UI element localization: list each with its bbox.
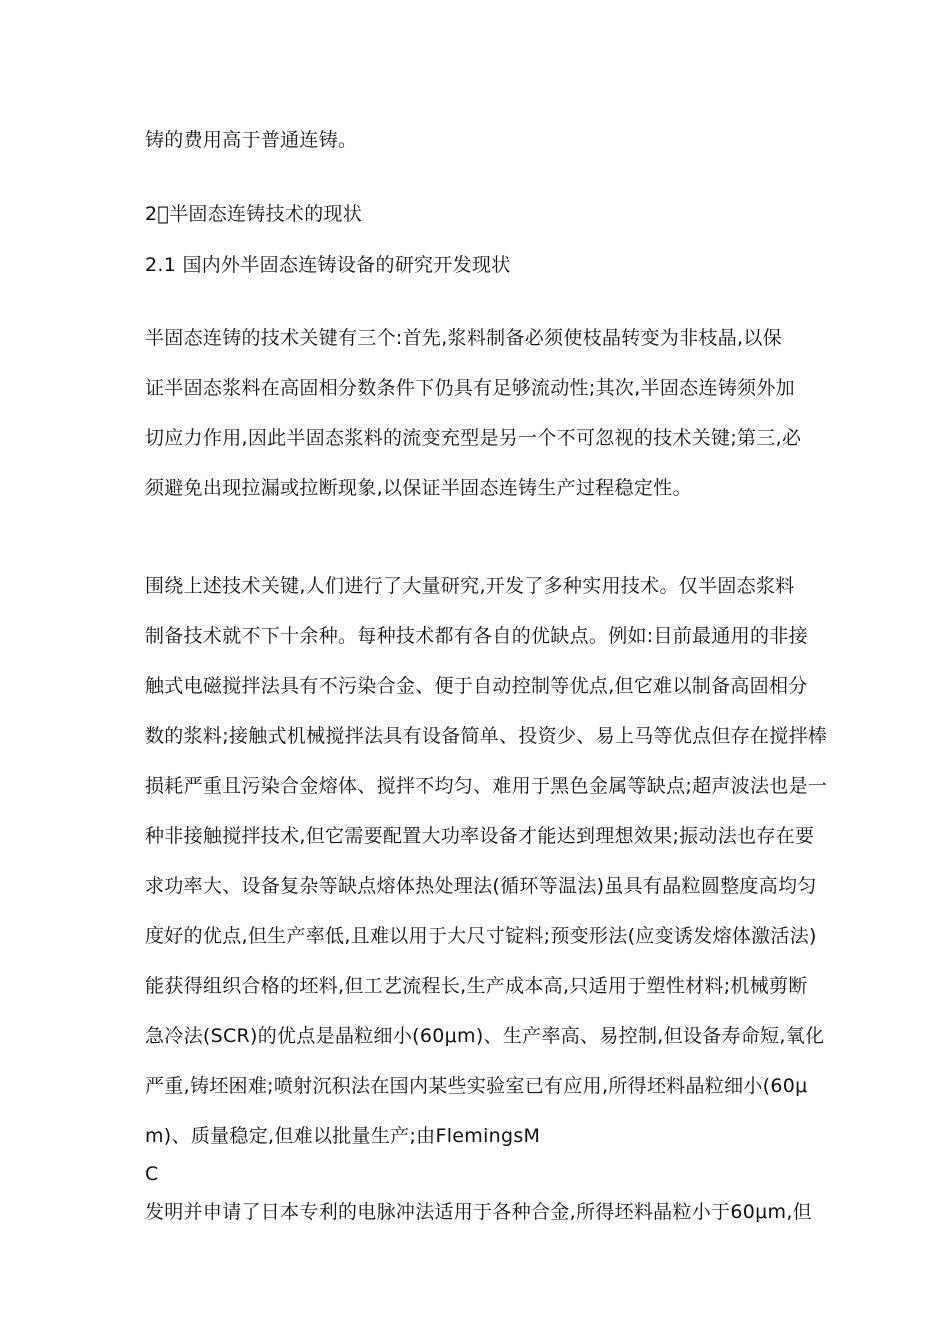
text-line-7: 须避免出现拉漏或拉断现象,以保证半固态连铸生产过程稳定性。 [145, 477, 692, 499]
text-line-14: 求功率大、设备复杂等缺点熔体热处理法(循环等温法)虽具有晶粒圆整度高均匀 [145, 875, 817, 897]
text-line-15: 度好的优点,但生产率低,且难以用于大尺寸锭料;预变形法(应变诱发熔体激活法) [145, 925, 817, 947]
text-line-18: 严重,铸坯困难;喷射沉积法在国内某些实验室已有应用,所得坯料晶粒细小(60μ [145, 1075, 808, 1097]
text-line-12: 损耗严重且污染合金熔体、搅拌不均匀、难用于黑色金属等缺点;超声波法也是一 [145, 775, 828, 797]
text-line-8: 围绕上述技术关键,人们进行了大量研究,开发了多种实用技术。仅半固态浆料 [145, 575, 795, 597]
text-line-19: m)、质量稳定,但难以批量生产;由FlemingsM [145, 1125, 541, 1147]
text-line-10: 触式电磁搅拌法具有不污染合金、便于自动控制等优点,但它难以制备高固相分 [145, 675, 808, 697]
text-line-9: 制备技术就不下十余种。每种技术都有各自的优缺点。例如:目前最通用的非接 [145, 625, 808, 647]
text-line-13: 种非接触搅拌技术,但它需要配置大功率设备才能达到理想效果;振动法也存在要 [145, 825, 815, 847]
section-heading-2: 2􀃊半固态连铸技术的现状 [145, 203, 363, 225]
text-line-4: 半固态连铸的技术关键有三个:首先,浆料制备必须使枝晶转变为非枝晶,以保 [145, 327, 782, 349]
text-line-11: 数的浆料;接触式机械搅拌法具有设备简单、投资少、易上马等优点但存在搅拌棒 [145, 725, 828, 747]
text-line-1: 铸的费用高于普通连铸。 [145, 129, 358, 151]
text-line-17: 急冷法(SCR)的优点是晶粒细小(60μm)、生产率高、易控制,但设备寿命短,氧化 [145, 1025, 825, 1047]
text-line-21: 发明并申请了日本专利的电脉冲法适用于各种合金,所得坯料晶粒小于60μm,但 [145, 1201, 812, 1223]
text-line-5: 证半固态浆料在高固相分数条件下仍具有足够流动性;其次,半固态连铸须外加 [145, 377, 795, 399]
text-line-16: 能获得组织合格的坯料,但工艺流程长,生产成本高,只适用于塑性材料;机械剪断 [145, 975, 808, 997]
text-line-20: C [145, 1163, 159, 1185]
text-line-6: 切应力作用,因此半固态浆料的流变充型是另一个不可忽视的技术关键;第三,必 [145, 427, 802, 449]
subsection-heading-2-1: 2.1 国内外半固态连铸设备的研究开发现状 [145, 254, 511, 276]
